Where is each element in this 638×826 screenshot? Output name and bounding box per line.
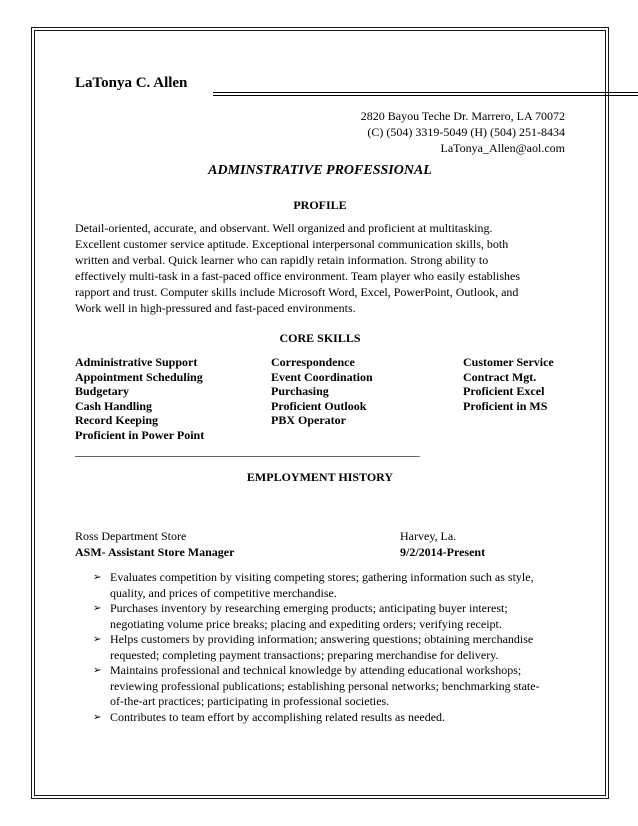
skill-item: Budgetary — [75, 384, 129, 398]
duty-line: Helps customers by providing information; answering questions; obtaining merchandise — [110, 632, 534, 646]
profile-line: written and verbal. Quick learner who can rapidly retain information. Strong ability to — [75, 253, 489, 267]
core-skills-grid — [75, 355, 565, 442]
profile-title: PROFILE — [293, 198, 347, 212]
skill-item: Purchasing — [271, 384, 329, 398]
duty-line: of-the-art practices; participating in professional societies. — [110, 694, 390, 708]
duty-line: Contributes to team effort by accomplishing related results as needed. — [110, 709, 446, 724]
duty-line: negotiating volume price breaks; placing and expediting orders; verifying receipt. — [110, 616, 502, 631]
job-duties-list — [93, 570, 565, 725]
company-name: Ross Department Store — [75, 529, 187, 543]
contact-block — [361, 108, 565, 156]
employment-history-title: EMPLOYMENT HISTORY — [246, 470, 394, 484]
skill-item: Administrative Support — [75, 355, 198, 369]
address: 2820 Bayou Teche Dr. Marrero, LA 70072 — [360, 109, 565, 123]
duty-item — [93, 710, 565, 726]
skill-item: Proficient in Power Point — [75, 427, 205, 442]
duty-item — [93, 663, 565, 710]
profile-text — [75, 220, 565, 316]
skill-item: Customer Service — [463, 355, 554, 369]
skill-row — [75, 428, 565, 443]
duty-item — [93, 601, 565, 632]
duty-line: Maintains professional and technical knowledge by attending educational workshops; — [110, 663, 522, 677]
skill-row — [75, 384, 565, 399]
duty-item — [93, 632, 565, 663]
arrow-bullet-icon: ➢ — [93, 572, 102, 583]
arrow-bullet-icon: ➢ — [93, 603, 102, 614]
headline: ADMINSTRATIVE PROFESSIONAL — [208, 163, 432, 178]
skill-row — [75, 370, 565, 385]
skill-item: Appointment Scheduling — [75, 369, 203, 384]
skill-item: Cash Handling — [75, 398, 153, 413]
duty-item — [93, 570, 565, 601]
profile-line: rapport and trust. Computer skills include Microsoft Word, Excel, PowerPoint, Outlook, and — [75, 285, 519, 299]
header-rule-top — [213, 92, 638, 93]
duty-line: reviewing professional publications; establishing personal networks; benchmarking state- — [110, 678, 540, 693]
skill-item: Correspondence — [271, 355, 355, 369]
profile-line: Excellent customer service aptitude. Exceptional interpersonal communication skills, both — [75, 237, 509, 251]
email: LaTonya_Allen@aol.com — [440, 141, 565, 155]
skill-row — [75, 399, 565, 414]
core-skills-title: CORE SKILLS — [279, 331, 361, 345]
skill-item: Contract Mgt. — [463, 369, 537, 384]
arrow-bullet-icon: ➢ — [93, 711, 102, 723]
job-location: Harvey, La. — [400, 529, 457, 543]
skill-item: PBX Operator — [271, 413, 346, 427]
duty-line: Purchases inventory by researching emerging products; anticipating buyer interest; — [110, 601, 508, 615]
arrow-bullet-icon: ➢ — [93, 634, 102, 645]
phone-numbers: (C) (504) 3319-5049 (H) (504) 251-8434 — [367, 125, 565, 139]
skill-item: Event Coordination — [271, 369, 373, 384]
job-dates: 9/2/2014-Present — [400, 545, 486, 559]
skill-item: Proficient Outlook — [271, 398, 367, 413]
arrow-bullet-icon: ➢ — [93, 665, 102, 676]
job-title-row — [75, 544, 565, 560]
skill-item: Record Keeping — [75, 413, 158, 427]
skill-row — [75, 413, 565, 428]
job-company-row — [75, 528, 565, 544]
candidate-name: LaTonya C. Allen — [75, 75, 188, 91]
profile-line: Detail-oriented, accurate, and observant. Well organized and proficient at multitasking. — [75, 221, 493, 235]
profile-line: effectively multi-task in a fast-paced office environment. Team player who easily establishes — [75, 269, 521, 283]
job-entry — [75, 528, 565, 560]
skill-row — [75, 355, 565, 370]
duty-line: Evaluates competition by visiting competing stores; gathering information such as style, — [110, 570, 534, 584]
section-divider: ______________________________________________________________________________ — [75, 444, 419, 458]
profile-line: Work well in high-pressured and fast-paced environments. — [75, 301, 356, 315]
duty-line: requested; completing payment transactions; preparing merchandise for delivery. — [110, 647, 499, 662]
header-rule-bottom — [213, 95, 638, 96]
skill-item: Proficient in MS — [463, 398, 548, 413]
job-position: ASM- Assistant Store Manager — [75, 545, 235, 559]
skill-item: Proficient Excel — [463, 384, 545, 398]
duty-line: quality, and prices of competitive merchandise. — [110, 585, 337, 600]
